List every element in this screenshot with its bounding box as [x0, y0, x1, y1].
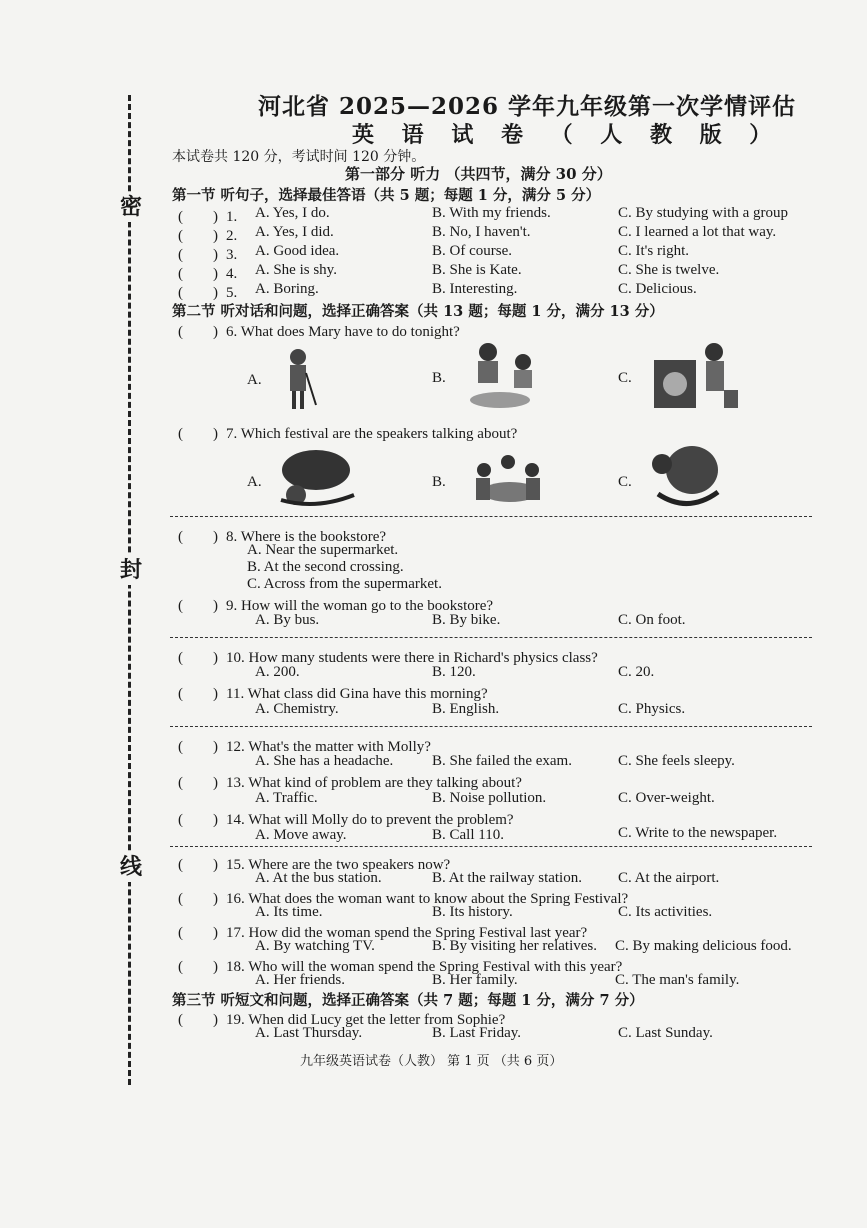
part-heading: 第一部分 听力 （共四节，满分 30 分）: [345, 165, 612, 183]
option-c: C. On foot.: [618, 612, 686, 628]
divider: [170, 516, 812, 517]
option-c: C. The man's family.: [615, 972, 740, 988]
option-a: A. Chemistry.: [255, 701, 339, 717]
option-b: B. By visiting her relatives.: [432, 938, 597, 954]
option-a: A. Its time.: [255, 904, 323, 920]
option-b: B. Its history.: [432, 904, 513, 920]
section-heading-3: 第三节 听短文和问题，选择正确答案（共 7 题；每题 1 分，满分 7 分）: [172, 992, 644, 1009]
question-number: 2.: [226, 228, 238, 244]
question-10: ( ) 10. How many students were there in Richard's physics class?: [178, 650, 598, 666]
question-9: ( ) 9. How will the woman go to the bookstore?: [178, 598, 494, 614]
option-b: B. By bike.: [432, 612, 501, 628]
binding-char-mi: 密: [119, 194, 142, 220]
person-cleaning-illustration: [280, 345, 320, 415]
binding-margin-line: [128, 95, 131, 1085]
option-b: B. She failed the exam.: [432, 753, 572, 769]
option-a: A. She has a headache.: [255, 753, 394, 769]
option-a: A. At the bus station.: [255, 870, 382, 886]
section-heading-1: 第一节 听句子，选择最佳答语（共 5 题；每题 1 分，满分 5 分）: [172, 187, 601, 204]
option-b: B. 120.: [432, 664, 476, 680]
exam-subtitle: 英 语 试 卷 （ 人 教 版 ）: [352, 122, 782, 148]
question-5: ( ) 5.: [178, 285, 238, 301]
divider: [170, 726, 812, 727]
picture-label-b: B.: [432, 370, 446, 386]
question-7: ( ) 7. Which festival are the speakers talking about?: [178, 426, 518, 442]
dragon-boat-illustration: [276, 440, 356, 512]
picture-label-b: B.: [432, 474, 446, 490]
option-b: B. At the second crossing.: [247, 559, 404, 575]
option-b: B. Her family.: [432, 972, 518, 988]
option-a: A. Yes, I do.: [255, 205, 330, 221]
question-4: ( ) 4.: [178, 266, 238, 282]
question-12: ( ) 12. What's the matter with Molly?: [178, 739, 431, 755]
option-c: C. Across from the supermarket.: [247, 576, 442, 592]
option-a: A. 200.: [255, 664, 300, 680]
question-3: ( ) 3.: [178, 247, 238, 263]
option-c: C. At the airport.: [618, 870, 720, 886]
family-cooking-illustration: [468, 340, 548, 415]
option-a: A. She is shy.: [255, 262, 337, 278]
option-c: C. By making delicious food.: [615, 938, 792, 954]
binding-char-xian: 线: [119, 854, 142, 880]
question-6: ( ) 6. What does Mary have to do tonight?: [178, 324, 460, 340]
question-number: 4.: [226, 266, 238, 282]
option-b: B. No, I haven't.: [432, 224, 531, 240]
option-c: C. Its activities.: [618, 904, 713, 920]
question-18: ( ) 18. Who will the woman spend the Spring Festival with this year?: [178, 959, 623, 975]
picture-label-a: A.: [247, 372, 262, 388]
option-c: C. 20.: [618, 664, 655, 680]
option-c: C. It's right.: [618, 243, 690, 259]
picture-label-a: A.: [247, 474, 262, 490]
option-a: A. Yes, I did.: [255, 224, 334, 240]
family-reunion-illustration: [470, 448, 550, 508]
option-c: C. I learned a lot that way.: [618, 224, 777, 240]
option-b: B. At the railway station.: [432, 870, 582, 886]
picture-label-c: C.: [618, 474, 632, 490]
option-c: C. By studying with a group: [618, 205, 789, 221]
question-number: 3.: [226, 247, 238, 263]
question-1: ( ) 1.: [178, 209, 238, 225]
option-a: A. Last Thursday.: [255, 1025, 363, 1041]
option-c: C. Delicious.: [618, 281, 697, 297]
question-14: ( ) 14. What will Molly do to prevent the problem?: [178, 812, 514, 828]
question-15: ( ) 15. Where are the two speakers now?: [178, 857, 451, 873]
question-number: 1.: [226, 209, 238, 225]
option-b: B. Of course.: [432, 243, 512, 259]
exam-title: 河北省 2025—2026 学年九年级第一次学情评估: [258, 93, 797, 120]
dragon-dance-illustration: [648, 434, 724, 514]
question-16: ( ) 16. What does the woman want to know about the Spring Festival?: [178, 891, 629, 907]
divider: [170, 637, 812, 638]
option-c: C. Last Sunday.: [618, 1025, 713, 1041]
option-b: B. Last Friday.: [432, 1025, 522, 1041]
question-2: ( ) 2.: [178, 228, 238, 244]
option-a: A. Traffic.: [255, 790, 318, 806]
picture-label-c: C.: [618, 370, 632, 386]
option-b: B. With my friends.: [432, 205, 551, 221]
option-c: C. Over-weight.: [618, 790, 715, 806]
binding-char-feng: 封: [119, 557, 142, 583]
option-c: C. She feels sleepy.: [618, 753, 735, 769]
option-a: A. Boring.: [255, 281, 319, 297]
option-b: B. Interesting.: [432, 281, 518, 297]
option-a: A. By bus.: [255, 612, 320, 628]
page-footer: 九年级英语试卷（人教） 第 1 页 （共 6 页）: [300, 1054, 563, 1069]
question-13: ( ) 13. What kind of problem are they talking about?: [178, 775, 522, 791]
option-b: B. Call 110.: [432, 827, 504, 843]
option-a: A. Good idea.: [255, 243, 340, 259]
option-b: B. English.: [432, 701, 500, 717]
option-c: C. She is twelve.: [618, 262, 720, 278]
person-washing-clothes-illustration: [652, 340, 742, 412]
option-a: A. Move away.: [255, 827, 347, 843]
option-a: A. Near the supermarket.: [247, 542, 399, 558]
option-a: A. By watching TV.: [255, 938, 375, 954]
option-b: B. Noise pollution.: [432, 790, 547, 806]
option-c: C. Write to the newspaper.: [618, 825, 778, 841]
exam-meta: 本试卷共 120 分，考试时间 120 分钟。: [172, 149, 426, 165]
question-11: ( ) 11. What class did Gina have this morning?: [178, 686, 488, 702]
question-number: 5.: [226, 285, 238, 301]
option-a: A. Her friends.: [255, 972, 345, 988]
option-b: B. She is Kate.: [432, 262, 522, 278]
section-heading-2: 第二节 听对话和问题，选择正确答案（共 13 题；每题 1 分，满分 13 分）: [172, 303, 664, 320]
divider: [170, 846, 812, 847]
question-8: ( ) 8. Where is the bookstore?: [178, 529, 387, 545]
question-17: ( ) 17. How did the woman spend the Spring Festival last year?: [178, 925, 588, 941]
option-c: C. Physics.: [618, 701, 686, 717]
question-19: ( ) 19. When did Lucy get the letter from Sophie?: [178, 1012, 506, 1028]
